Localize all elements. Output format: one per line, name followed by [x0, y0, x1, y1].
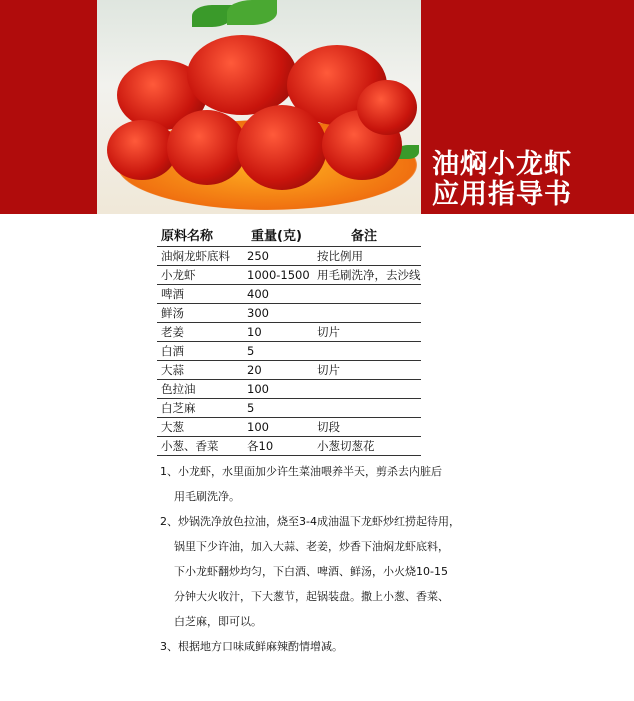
- header-ingredient: 原料名称: [161, 228, 214, 244]
- step-line: 分钟大火收汁，下大葱节，起锅装盘。撒上小葱、香菜、: [174, 590, 449, 603]
- ingredient-cell: 色拉油: [161, 382, 196, 396]
- ingredient-cell: 老姜: [161, 325, 184, 339]
- header-notes: 备注: [351, 228, 378, 244]
- weight-cell: 5: [247, 401, 255, 415]
- table-header: [157, 222, 421, 246]
- header-weight: 重量(克): [251, 228, 302, 244]
- step-line: 1、小龙虾，水里面加少许生菜油喂养半天，剪杀去内脏后: [160, 465, 442, 478]
- header-banner: [0, 0, 634, 214]
- title-line-1: 油焖小龙虾: [432, 149, 572, 180]
- weight-cell: 400: [247, 287, 269, 301]
- table-row: [157, 437, 421, 456]
- notes-cell: 小葱切葱花: [317, 439, 375, 453]
- step-line: 2、炒锅洗净放色拉油，烧至3-4成油温下龙虾炒红捞起待用，: [160, 515, 460, 528]
- ingredient-cell: 白芝麻: [161, 401, 196, 415]
- ingredient-cell: 油焖龙虾底料: [161, 249, 230, 263]
- instructions: [160, 459, 460, 659]
- weight-cell: 1000-1500: [247, 268, 310, 282]
- ingredient-cell: 白酒: [161, 344, 184, 358]
- ingredient-cell: 大蒜: [161, 363, 184, 377]
- weight-cell: 300: [247, 306, 269, 320]
- table-row: [157, 361, 421, 380]
- weight-cell: 250: [247, 249, 269, 263]
- table-row: [157, 246, 421, 266]
- table-row: [157, 380, 421, 399]
- ingredients-table: [157, 222, 421, 456]
- table-row: [157, 399, 421, 418]
- ingredient-cell: 大葱: [161, 420, 184, 434]
- title-line-2: 应用指导书: [432, 179, 572, 210]
- ingredient-cell: 小龙虾: [161, 268, 196, 282]
- step-line: 用毛刷洗净。: [174, 490, 240, 503]
- table-row: [157, 304, 421, 323]
- step-line: 锅里下少许油，加入大蒜、老姜，炒香下油焖龙虾底料，: [174, 540, 449, 553]
- notes-cell: 按比例用: [317, 249, 363, 263]
- step-line: 白芝麻，即可以。: [174, 615, 262, 628]
- table-row: [157, 418, 421, 437]
- crawfish-photo: [97, 0, 421, 214]
- step-line: 3、根据地方口味咸鲜麻辣酌情增减。: [160, 640, 343, 653]
- weight-cell: 100: [247, 420, 269, 434]
- weight-cell: 10: [247, 325, 262, 339]
- notes-cell: 切段: [317, 420, 340, 434]
- weight-cell: 5: [247, 344, 255, 358]
- table-row: [157, 342, 421, 361]
- notes-cell: 用毛刷洗净，去沙线: [317, 268, 421, 282]
- weight-cell: 20: [247, 363, 262, 377]
- page-title: [432, 150, 572, 210]
- weight-cell: 各10: [247, 439, 274, 453]
- step-line: 下小龙虾翻炒均匀，下白酒、啤酒、鲜汤，小火烧10-15: [174, 565, 448, 578]
- weight-cell: 100: [247, 382, 269, 396]
- ingredient-cell: 鲜汤: [161, 306, 184, 320]
- ingredient-cell: 啤酒: [161, 287, 184, 301]
- table-row: [157, 285, 421, 304]
- table-row: [157, 323, 421, 342]
- ingredient-cell: 小葱、香菜: [161, 439, 219, 453]
- table-row: [157, 266, 421, 285]
- notes-cell: 切片: [317, 325, 340, 339]
- notes-cell: 切片: [317, 363, 340, 377]
